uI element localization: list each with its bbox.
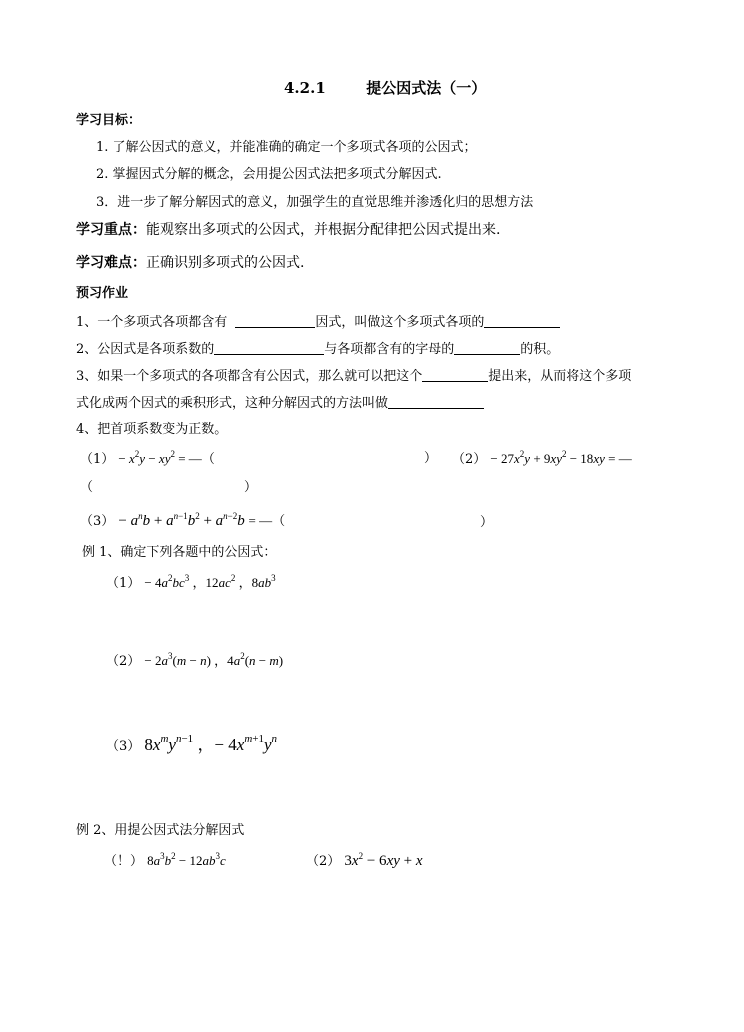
preview-question-3: 3、如果一个多项式的各项都含有公因式，那么就可以把这个 提出来，从而将这个多项	[76, 369, 632, 384]
preview-question-1: 1、一个多项式各项都含有 因式，叫做这个多项式各项的	[76, 313, 560, 332]
objective-item-3: 3．进一步了解分解因式的意义，加强学生的直觉思维并渗透化归的思想方法	[96, 195, 534, 210]
section-title: 提公因式法（一）	[366, 79, 487, 97]
fill-blank[interactable]	[214, 340, 324, 355]
math-expression: − $27x^2y + 9xy^2 - 18xy$	[490, 449, 605, 466]
fill-blank[interactable]	[484, 313, 560, 328]
example2-part-2: （2） $3x^2 - 6xy + x$	[306, 851, 423, 869]
math-expression: − $a^nb + a^{n-1}b^2 + a^{n-2}b$	[118, 511, 245, 529]
q4-part-2-close: ）	[244, 480, 258, 495]
example2-heading: 例 2、用提公因式法分解因式	[76, 823, 245, 838]
fill-blank[interactable]	[422, 367, 488, 382]
fill-blank[interactable]	[454, 340, 520, 355]
preview-question-4: 4、把首项系数变为正数。	[76, 422, 228, 437]
math-expression: − $4a^2bc^3$ ，$12ac^2$ ，$8ab^3$	[144, 573, 276, 590]
section-number: 4.2.1	[284, 79, 326, 97]
math-expression: $8x^my^{n-1}$ ，− $4x^{m+1}y^n$	[144, 733, 278, 754]
objectives-heading: 学习目标：	[76, 113, 142, 128]
preview-question-2: 2、公因式是各项系数的 与各项都含有的字母的 的积。	[76, 342, 560, 357]
q4-part-1: $(1) - x^2y - xy^2$ = —（	[80, 449, 215, 467]
q4-part-3-close: ）	[480, 515, 494, 530]
math-expression: − $x^2y - xy^2$	[118, 449, 175, 466]
fill-blank[interactable]	[235, 313, 315, 328]
math-expression: $3x^2 - 6xy + x$	[344, 851, 423, 869]
example1-part-2: $(2) - 2a^3(m - n)$ ，$4a^2(n - m)$	[106, 651, 284, 669]
preview-heading: 预习作业	[76, 286, 129, 301]
example1-part-3: （3） $8x^my^{n-1}$ ，− $4x^{m+1}y^n$	[106, 733, 278, 754]
example1-heading: 例 1、确定下列各题中的公因式：	[82, 545, 277, 560]
q4-part-1-close: ）	[424, 451, 438, 466]
q4-part-3: $(3) - a^nb + a^{n-1}b^2 + a^{n-2}b$ = —（	[80, 511, 286, 529]
objective-item-1: 1. 了解公因式的意义，并能准确的确定一个多项式各项的公因式；	[96, 140, 477, 155]
difficulty-text: 正确识别多项式的公因式.	[146, 255, 305, 271]
math-expression: − $2a^3(m - n)$ ，$4a^2(n - m)$	[144, 651, 284, 668]
example1-part-1: $(1) - 4a^2bc^3$ ，$12ac^2$ ，$8ab^3$	[106, 573, 276, 591]
math-expression: $8a^3b^2 - 12ab^3c$	[147, 851, 226, 868]
q4-part-2: $(2) - 27x^2y + 9xy^2 - 18xy$ = —	[452, 449, 632, 467]
fill-blank[interactable]	[388, 394, 484, 409]
example2-part-1: （！） $8a^3b^2 - 12ab^3c$	[104, 851, 226, 869]
preview-question-3-cont: 式化成两个因式的乘积形式，这种分解因式的方法叫做	[76, 394, 484, 413]
difficulty-label: 学习难点：	[76, 255, 146, 271]
keypoint-text: 能观察出多项式的公因式，并根据分配律把公因式提出来.	[146, 222, 501, 238]
page-title	[284, 79, 486, 97]
keypoint-line	[76, 221, 500, 239]
q4-part-2-cont: （	[80, 480, 94, 495]
difficulty-line	[76, 254, 304, 272]
keypoint-label: 学习重点：	[76, 222, 146, 238]
objective-item-2: 2. 掌握因式分解的概念，会用提公因式法把多项式分解因式.	[96, 167, 442, 182]
